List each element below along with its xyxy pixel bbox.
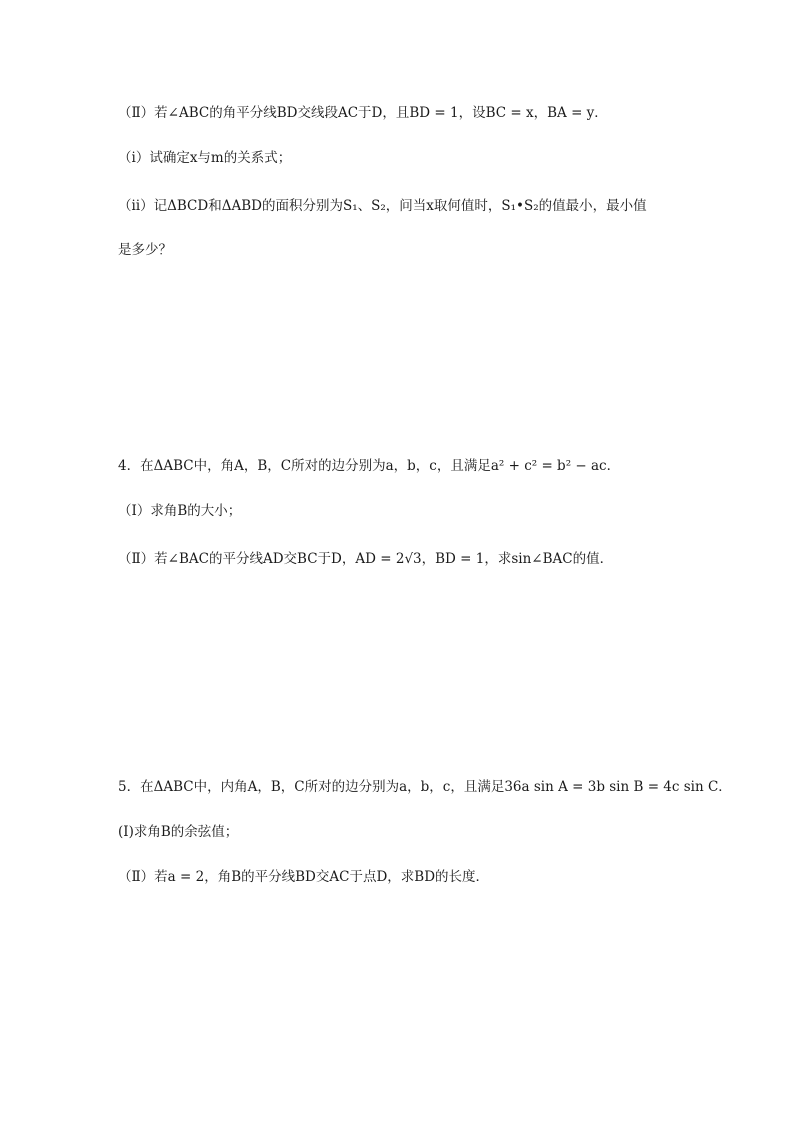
problem-4-part-1: （Ⅰ）求角B的大小；: [118, 503, 242, 519]
problem-5-part-1: (Ⅰ)求角B的余弦值；: [118, 824, 239, 840]
problem-4-part-2: （Ⅱ）若∠BAC的平分线AD交BC于D，AD = 2√3，BD = 1，求sin∠BAC的值．: [118, 551, 614, 567]
problem-4-stem: 4．在ΔABC中，角A，B，C所对的边分别为a，b，c，且满足a² + c² = b² − ac．: [118, 458, 621, 474]
problem-3-part-2-ii-line-1: （ⅱ）记ΔBCD和ΔABD的面积分别为S₁、S₂，问当x取何值时，S₁•S₂的值最小，最小值: [118, 198, 647, 214]
problem-5-part-2: （Ⅱ）若a = 2，角B的平分线BD交AC于点D，求BD的长度．: [118, 869, 490, 885]
problem-5-stem: 5．在ΔABC中，内角A，B，C所对的边分别为a，b，c，且满足36a sin A = 3b sin B = 4c sin C．: [118, 779, 732, 795]
problem-3-part-2-intro: （Ⅱ）若∠ABC的角平分线BD交线段AC于D，且BD = 1，设BC = x，BA = y．: [118, 105, 608, 121]
problem-3-part-2-ii-line-2: 是多少？: [118, 242, 172, 258]
problem-3-part-2-i: （ⅰ）试确定x与m的关系式；: [118, 150, 292, 166]
